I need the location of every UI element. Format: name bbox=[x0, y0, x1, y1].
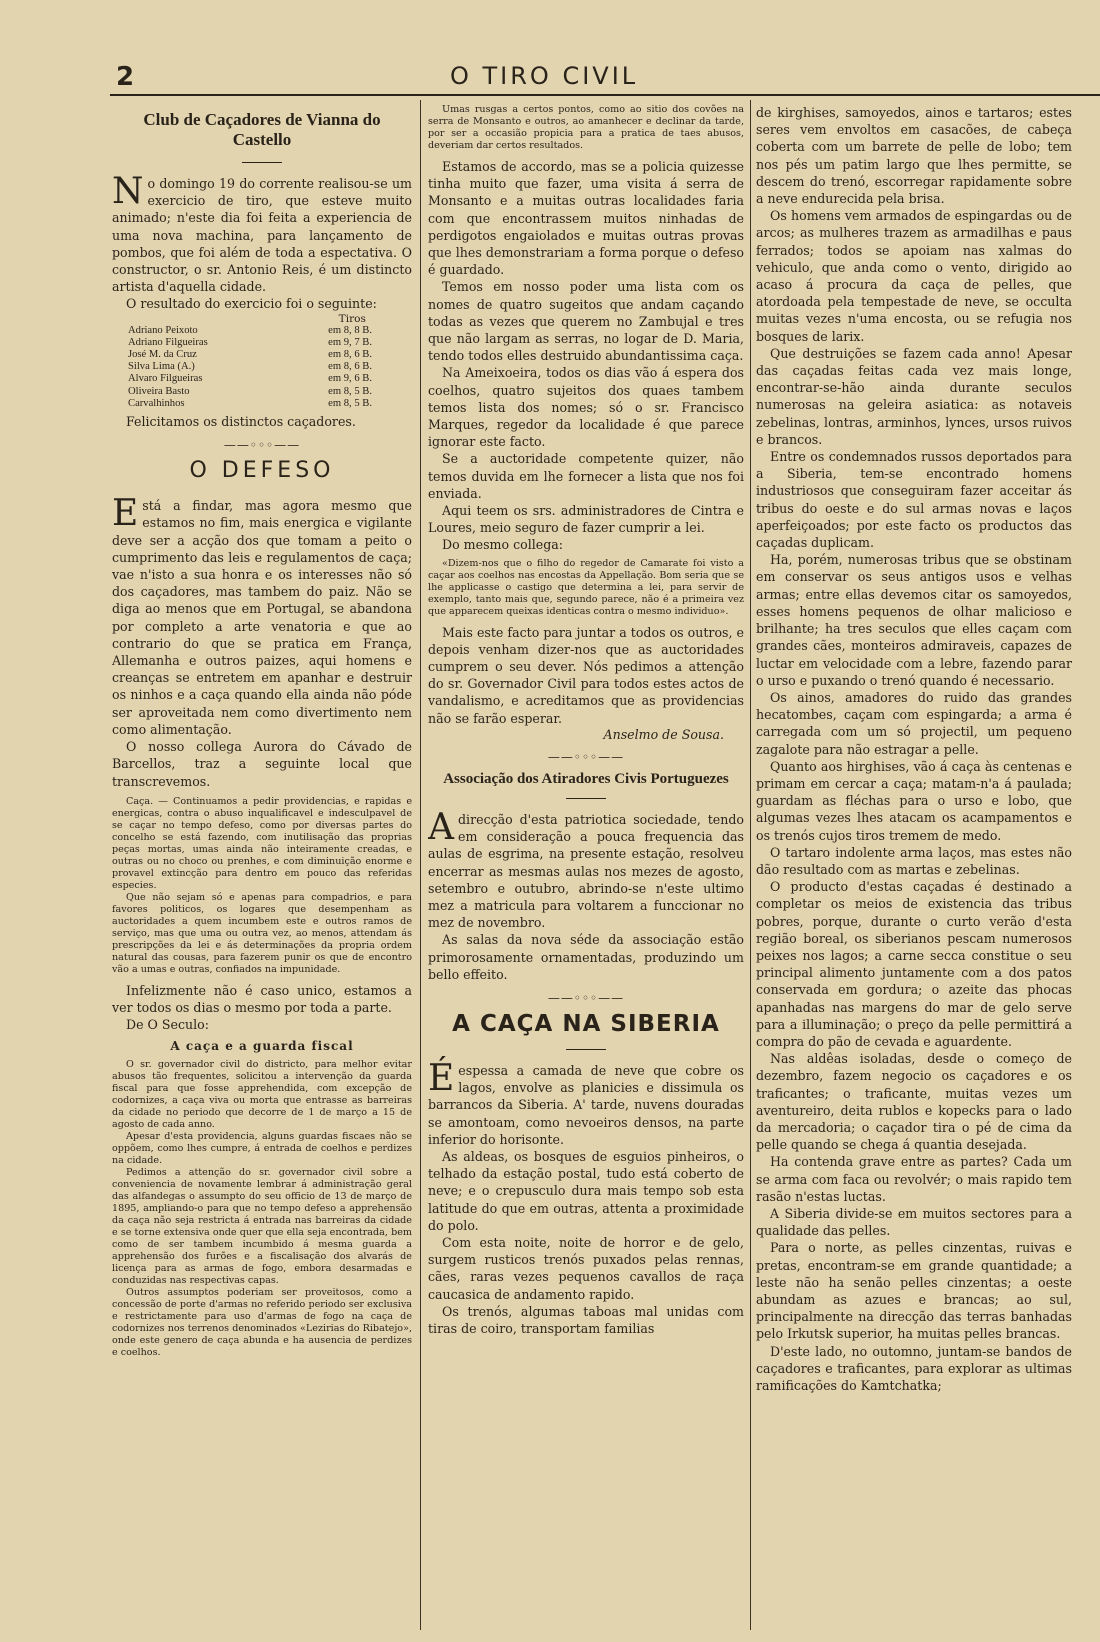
short-rule bbox=[566, 1049, 606, 1050]
ornament-divider: ——◦◦◦—— bbox=[547, 749, 625, 764]
siberia-paragraph: Para o norte, as pelles cinzentas, ruivas e pretas, encontram-se em grande quantidade; a leste não ha senão pelles cinzentas; a oeste abundam as azues e brancas; ao sul, principalmente na direcção das terras banhadas pelo Irkutsk superior, ha muitas pelles brancas. bbox=[756, 1240, 1072, 1342]
quoted-paragraph: Caça. — Continuamos a pedir providencias, e rapidas e energicas, contra o abuso inqualificavel e indesculpavel de se caçar no tempo defeso, como por diversas partes do concelho se está fazendo, com inutilisação das proprias peças mortas, umas ainda não inteiramente creadas, e outras ou no choco ou prenhes, e com diminuição enorme e provavel extincção para dentro em pouco das referidas especies. bbox=[112, 795, 412, 891]
defeso-paragraph: Infelizmente não é caso unico, estamos a ver todos os dias o mesmo por toda a parte. bbox=[112, 982, 412, 1015]
quoted-paragraph: Que não sejam só e apenas para compadrios, e para favores politicos, os logares que desempenham as auctoridades a quem incumbem este e outros ramos de serviço, mas que uma ou outra vez, ao menos, attendam ás prescripções da lei e ás determinações da propria ordem natural das cousas, para fazerem punir os que de encontro vão a umas e outras, confiados na impunidade. bbox=[112, 891, 412, 975]
defeso-paragraph: O nosso collega Aurora do Cávado de Barcellos, traz a seguinte local que transcrevemos. bbox=[112, 739, 412, 789]
header-rule bbox=[110, 94, 1100, 96]
quoted-paragraph: Umas rusgas a certos pontos, como ao sitio dos covões na serra de Monsanto e outros, ao amanhecer e declinar da tarde, por ser a occasião propicia para a pratica de taes abusos, deveriam dar certos resultados. bbox=[428, 104, 744, 151]
club-paragraph: Felicitamos os distinctos caçadores. bbox=[126, 414, 356, 430]
quoted-paragraph: Pedimos a attenção do sr. governador civil sobre a conveniencia de novamente lembrar á administração geral das alfandegas o assumpto do seu officio de 13 de março de 1895, ampliando-o para que no tempo defeso a apprehensão da caça não seja restricta á entrada nas barreiras da cidade e se torne extensiva onde quer que ella seja encontrada, bem como de ser tambem incumbido á mesma guarda a apprehensão dos furões e a fiscalisação dos alvarás de licença para as armas de fogo, embora desarmadas e conduzidas nas respectivas capas. bbox=[112, 1167, 412, 1287]
short-rule bbox=[242, 162, 282, 163]
page-header bbox=[110, 62, 1100, 92]
body-paragraph: Na Ameixoeira, todos os dias vão á espera dos coelhos, quatro sujeitos dos quaes tambem temos lista dos nomes; só o sr. Francisco Marques, regedor da localidade é que parece ignorar este facto. bbox=[428, 365, 744, 450]
dropcap: A bbox=[428, 806, 454, 848]
quoted-paragraph: Apesar d'esta providencia, alguns guardas fiscaes não se oppõem, como lhes cumpre, á entrada de coelhos e perdizes na cidade. bbox=[112, 1131, 412, 1167]
siberia-title: A CAÇA NA SIBERIA bbox=[452, 1010, 720, 1037]
dropcap: E bbox=[112, 493, 139, 535]
siberia-paragraph: Quanto aos hirghises, vão á caça às centenas e primam em cercar a caça; matam-n'a á paulada; guardam as fléchas para o urso e lobo, que algumas vezes lhes atacam os acampamentos e os trenós cujos tiros tremem de medo. bbox=[756, 758, 1072, 843]
score-row: Silva Lima (A.) em 8, 6 B. bbox=[128, 361, 372, 373]
body-paragraph: Se a auctoridade competente quizer, não temos duvida em lhe fornecer a lista que nos foi enviada. bbox=[428, 451, 744, 501]
column-divider bbox=[750, 100, 751, 1630]
club-paragraph: O resultado do exercicio foi o seguinte: bbox=[126, 296, 377, 312]
ornament-divider: ——◦◦◦—— bbox=[547, 990, 625, 1005]
siberia-paragraph: Éespessa a camada de neve que cobre os lagos, envolve as planicies e dissimula os barrancos da Siberia. A' tarde, nuvens douradas se amontoam, como nevoeiros densos, na parte inferior do horisonte. bbox=[428, 1057, 744, 1147]
siberia-paragraph: de kirghises, samoyedos, ainos e tartaros; estes seres vem envoltos em casacões, de cabeça coberta com um barrete de pelle de lobo; tem nos pés um patim largo que lhes permitte, se descem do trenó, escorregar rapidamente sobre a neve endurecida pela brisa. bbox=[756, 105, 1072, 207]
body-paragraph: Estamos de accordo, mas se a policia quizesse tinha muito que fazer, uma visita á serra de Monsanto e a muitas outras localidades faria com que encontrassem muitos ninhadas de perdigotos engaiolados e muitas outras provas que lhes demonstrariam a forma porque o defeso é guardado. bbox=[428, 159, 744, 278]
page-number: 2 bbox=[116, 62, 135, 92]
score-row: Carvalhinhos em 8, 5 B. bbox=[128, 397, 372, 409]
siberia-paragraph: Com esta noite, noite de horror e de gelo, surgem rusticos trenós puxados pelas rennas, cães, raras vezes pequenos cavallos de raça caucasica de andamento rapido. bbox=[428, 1234, 744, 1302]
column-divider bbox=[420, 100, 421, 1630]
column-3 bbox=[756, 104, 1072, 1632]
siberia-paragraph: Os trenós, algumas taboas mal unidas com tiras de coiro, transportam familias bbox=[428, 1303, 744, 1336]
score-row: José M. da Cruz em 8, 6 B. bbox=[128, 349, 372, 361]
assoc-paragraph: As salas da nova séde da associação estão primorosamente ornamentadas, produzindo um bello effeito. bbox=[428, 932, 744, 982]
siberia-paragraph: Que destruições se fazem cada anno! Apesar das caçadas feitas cada vez mais longe, encontrar-se-hão ainda durante seculos numerosas na geleira asiatica: as notaveis zebelinas, lontras, arminhos, lynces, ursos ruivos e brancos. bbox=[756, 345, 1072, 447]
dropcap: É bbox=[428, 1057, 455, 1099]
masthead: O TIRO CIVIL bbox=[450, 62, 639, 90]
body-paragraph: Do mesmo collega: bbox=[442, 537, 564, 553]
score-row: Adriano Peixoto em 8, 8 B. bbox=[128, 324, 372, 336]
siberia-paragraph: Os ainos, amadores do ruido das grandes hecatombes, caçam com espingarda; a arma é carregada com um só projectil, um pequeno zagalote para não estragar a pelle. bbox=[756, 689, 1072, 757]
siberia-paragraph: A Siberia divide-se em muitos sectores para a qualidade das pelles. bbox=[756, 1206, 1072, 1239]
siberia-paragraph: D'este lado, no outomno, juntam-se bandos de caçadores e traficantes, para explorar as ultimas ramificações do Kamtchatka; bbox=[756, 1343, 1072, 1394]
assoc-title: Associação dos Atiradores Civis Portuguezes bbox=[443, 770, 729, 787]
siberia-paragraph: O producto d'estas caçadas é destinado a completar os meios de existencia das tribus pobres, porque, durante o curto verão d'esta região boreal, os siberianos pescam numerosos peixes nos lagos; a carne secca constitue o seu principal alimento juntamente com a dos patos conservada em gordura; o azeite das phocas apanhadas nas margens do mar de gelo serve para a illuminação; o preço da pelle permittirá a compra do pão de cevada e aguardente. bbox=[756, 879, 1072, 1049]
tiros-label: Tiros bbox=[338, 312, 366, 325]
quoted-paragraph: Outros assumptos poderiam ser proveitosos, como a concessão de porte d'armas no referido periodo ser exclusiva e restrictamente para uso d'armas de fogo na caça de codornizes nos terrenos denominados «Lezirias do Ribatejo», onde este genero de caça abunda e ha ausencia de perdizes e coelhos. bbox=[112, 1287, 412, 1359]
siberia-paragraph: O tartaro indolente arma laços, mas estes não dão resultado com as martas e zebelinas. bbox=[756, 844, 1072, 877]
score-table bbox=[112, 325, 412, 410]
siberia-paragraph: Ha, porém, numerosas tribus que se obstinam em conservar os seus antigos usos e velhas armas; entre ellas devemos citar os samoyedos, esses homens pequenos de olhar malicioso e brilhante; ha tres seculos que elles caçam com grandes cães, monteiros admiraveis, capazes de luctar em velocidade com a lebre, fazendo parar o urso e puxando o trenó quando é necessario. bbox=[756, 552, 1072, 688]
column-1 bbox=[112, 104, 412, 1632]
column-2 bbox=[428, 104, 744, 1632]
club-title: Club de Caçadores de Vianna do Castello bbox=[143, 110, 381, 149]
signature: Anselmo de Sousa. bbox=[603, 726, 724, 742]
defeso-title: O DEFESO bbox=[189, 458, 335, 484]
body-paragraph: Temos em nosso poder uma lista com os nomes de quatro sugeitos que andam caçando todas as vezes que querem no Zambujal e tres que não largam as serras, no logar de D. Maria, tendo todos elles destruido abundantissima caça. bbox=[428, 279, 744, 364]
ornament-divider: ——◦◦◦—— bbox=[223, 438, 301, 453]
defeso-paragraph: Está a findar, mas agora mesmo que estamos no fim, mais energica e vigilante deve ser a acção dos que tomam a peito o cumprimento das leis e regulamentos de caça; vae n'isto a sua honra e os interesses não só dos caçadores, mas tambem do paiz. Não se diga ao menos que em Portugal, se abandona por completo a arte venatoria e que ao contrario do que se pratica em França, Allemanha e outros paizes, aqui homens e creanças se entretem em apanhar e destruir os ninhos e a caça quando ella ainda não póde ser aproveitada nem como divertimento nem como alimentação. bbox=[112, 493, 412, 737]
dropcap: N bbox=[112, 171, 144, 212]
quoted-paragraph: O sr. governador civil do districto, para melhor evitar abusos tão frequentes, solicitou a intervenção da guarda fiscal para que fosse apprehendida, com excepção de codornizes, a caça viva ou morta que entrasse as barreiras da cidade no periodo que decorre de 1 de março a 15 de agosto de cada anno. bbox=[112, 1059, 412, 1131]
quoted-paragraph: «Dizem-nos que o filho do regedor de Camarate foi visto a caçar aos coelhos nas encostas da Appellação. Bom seria que se lhe applicasse o castigo que determina a lei, para servir de exemplo, tanto mais que, segundo parece, não é a primeira vez que apparecem queixas identicas contra o mesmo individuo». bbox=[428, 557, 744, 617]
club-paragraph: No domingo 19 do corrente realisou-se um exercicio de tiro, que esteve muito animado; n'este dia foi feita a experiencia de uma nova machina, para lançamento de pombos, que foi além de toda a espectativa. O constructor, o sr. Antonio Reis, é um distincto artista d'aquella cidade. bbox=[112, 171, 412, 295]
defeso-paragraph: De O Seculo: bbox=[126, 1017, 209, 1033]
score-row: Adriano Filgueiras em 9, 7 B. bbox=[128, 336, 372, 348]
score-row: Alvaro Filgueiras em 9, 6 B. bbox=[128, 373, 372, 385]
siberia-paragraph: Nas aldêas isoladas, desde o começo de dezembro, fazem negocio os caçadores e os traficantes; o traficante, muitas vezes um aventureiro, deita rublos e kopecks para o lado da mercadoria; o caçador tira o pé de cima da pelle quando se chega á quantia desejada. bbox=[756, 1051, 1072, 1153]
siberia-paragraph: As aldeas, os bosques de esguios pinheiros, o telhado da estação postal, tudo está coberto de neve; e o crepusculo dura mais tempo sob esta latitude do que em outras, attenta a proximidade do polo. bbox=[428, 1148, 744, 1233]
siberia-paragraph: Os homens vem armados de espingardas ou de arcos; as mulheres trazem as armadilhas e paus ferrados; todos se apoiam nas xalmas do vehiculo, que anda como o vento, dirigido ao acaso á procura da caça de pelles, que atordoada pela tempestade de neve, se occulta muitas vezes n'uma encosta, ou se refugia nos bosques de larix. bbox=[756, 208, 1072, 344]
score-row: Oliveira Basto em 8, 5 B. bbox=[128, 385, 372, 397]
body-paragraph: Mais este facto para juntar a todos os outros, e depois venham dizer-nos que as auctoridades cumprem o seu dever. Nós pedimos a attenção do sr. Governador Civil para todos estes actos de vandalismo, e acreditamos que as providencias não se farão esperar. bbox=[428, 624, 744, 726]
guarda-title: A caça e a guarda fiscal bbox=[170, 1039, 354, 1054]
assoc-paragraph: Adirecção d'esta patriotica sociedade, tendo em consideração a pouca frequencia das aulas de esgrima, na presente estação, resolveu encerrar as mesmas aulas nos mezes de agosto, setembro e outubro, abrindo-se n'este ultimo mez a matricula para voltarem a funccionar no mez de novembro. bbox=[428, 806, 744, 931]
siberia-paragraph: Entre os condemnados russos deportados para a Siberia, tem-se encontrado homens industriosos que conseguiram fazer acceitar ás tribus do oeste e do sul armas novas e laços aperfeiçoados; por este facto os productos das caçadas duplicam. bbox=[756, 449, 1072, 551]
siberia-paragraph: Ha contenda grave entre as partes? Cada um se arma com faca ou revolvér; o mais rapido tem rasão n'estas luctas. bbox=[756, 1154, 1072, 1204]
short-rule bbox=[566, 798, 606, 799]
body-paragraph: Aqui teem os srs. administradores de Cintra e Loures, meio seguro de fazer cumprir a lei. bbox=[428, 503, 744, 536]
